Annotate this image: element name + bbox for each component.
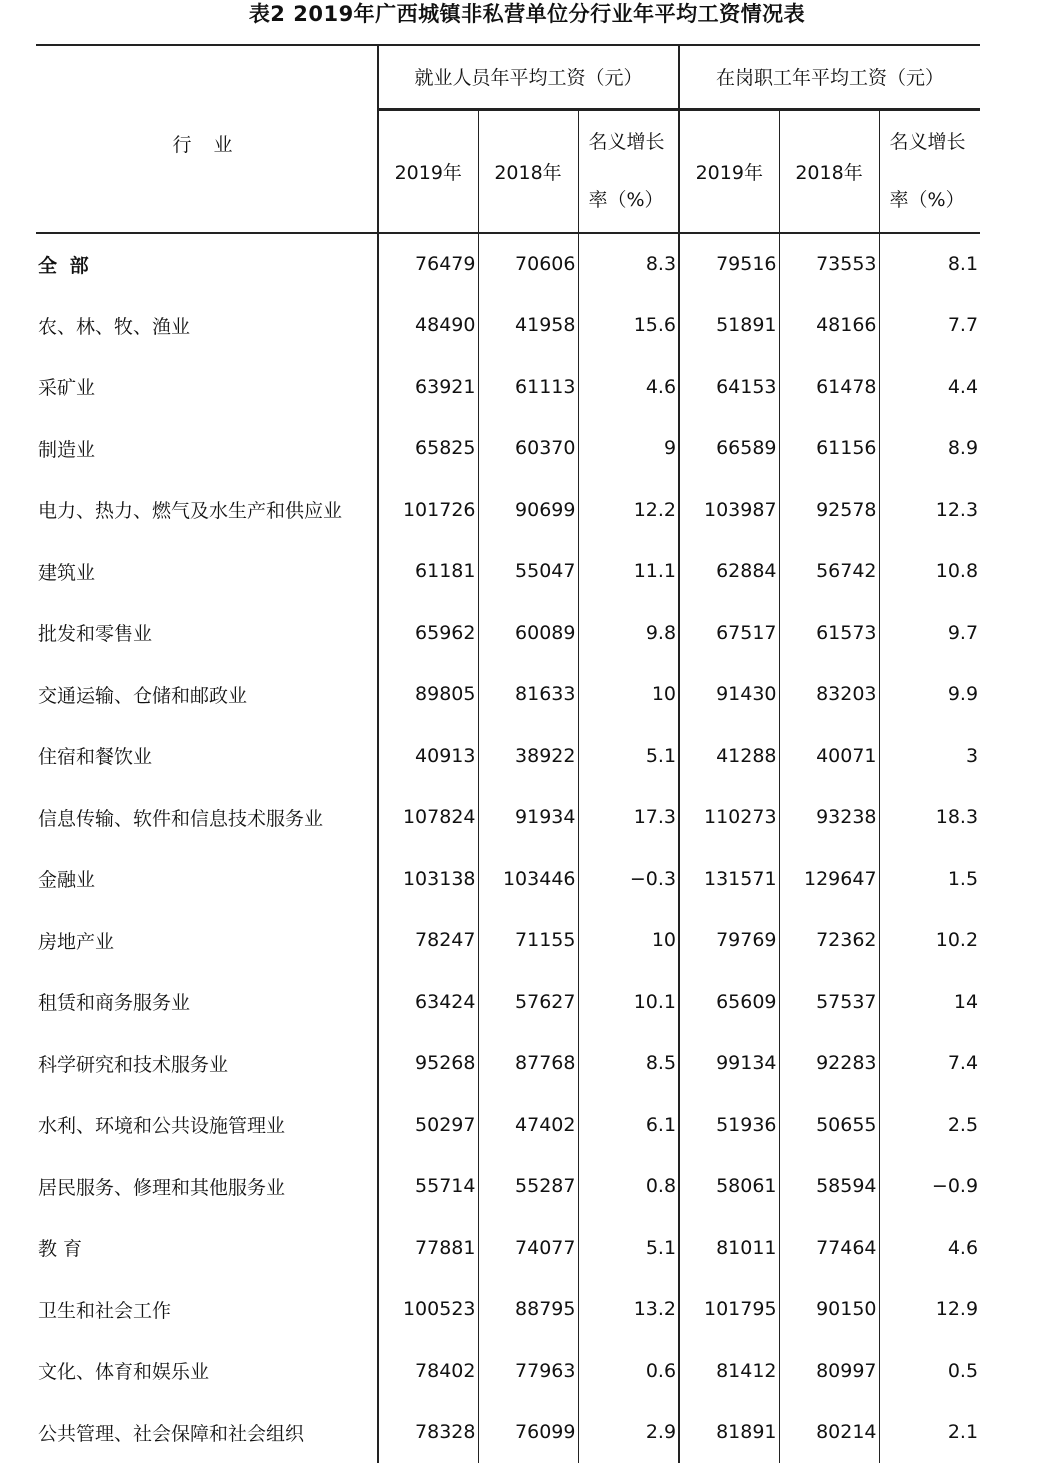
employed-2019-cell: 78402	[378, 1340, 478, 1402]
on-post-2019-cell: 81891	[679, 1402, 779, 1463]
on-post-2018-cell: 57537	[779, 971, 879, 1033]
on-post-2018-cell: 58594	[779, 1156, 879, 1218]
on-post-2018-cell: 93238	[779, 787, 879, 849]
employed-rate-cell: 5.1	[578, 1217, 679, 1279]
employed-2019-cell: 89805	[378, 664, 478, 726]
employed-rate-cell: 5.1	[578, 725, 679, 787]
on-post-2018-cell: 40071	[779, 725, 879, 787]
employed-2018-cell: 70606	[478, 233, 578, 295]
on-post-rate-cell: 3	[879, 725, 980, 787]
employed-2019-cell: 100523	[378, 1279, 478, 1341]
on-post-rate-cell: 7.7	[879, 295, 980, 357]
employed-rate-cell: 8.3	[578, 233, 679, 295]
employed-rate-cell: 15.6	[578, 295, 679, 357]
on-post-2018-cell: 72362	[779, 910, 879, 972]
employed-rate-cell: 9	[578, 418, 679, 480]
on-post-2018-cell: 48166	[779, 295, 879, 357]
employed-2018-cell: 103446	[478, 848, 578, 910]
employed-rate-cell: 9.8	[578, 602, 679, 664]
table-row	[36, 910, 980, 972]
rate-label-line2: 率（%）	[890, 171, 980, 229]
group-header-employed: 就业人员年平均工资（元）	[378, 45, 679, 109]
industry-cell: 科学研究和技术服务业	[36, 1033, 378, 1095]
employed-2019-cell: 65962	[378, 602, 478, 664]
on-post-2019-cell: 62884	[679, 541, 779, 603]
on-post-rate-cell: 12.9	[879, 1279, 980, 1341]
on-post-2019-cell: 103987	[679, 479, 779, 541]
on-post-rate-cell: 14	[879, 971, 980, 1033]
employed-2018-cell: 55047	[478, 541, 578, 603]
on-post-2019-cell: 110273	[679, 787, 779, 849]
on-post-2019-cell: 51936	[679, 1094, 779, 1156]
on-post-2018-cell: 90150	[779, 1279, 879, 1341]
employed-2019-cell: 76479	[378, 233, 478, 295]
on-post-2018-cell: 80997	[779, 1340, 879, 1402]
employed-2019-cell: 77881	[378, 1217, 478, 1279]
employed-2019-cell: 61181	[378, 541, 478, 603]
employed-rate-cell: −0.3	[578, 848, 679, 910]
on-post-rate-cell: 2.1	[879, 1402, 980, 1463]
industry-cell: 制造业	[36, 418, 378, 480]
rate-label-line1: 名义增长	[890, 113, 980, 171]
on-post-rate-cell: 4.4	[879, 356, 980, 418]
employed-rate-cell: 10.1	[578, 971, 679, 1033]
on-post-2019-cell: 51891	[679, 295, 779, 357]
on-post-rate-cell: 1.5	[879, 848, 980, 910]
employed-rate-cell: 4.6	[578, 356, 679, 418]
table-row	[36, 1156, 980, 1218]
employed-2018-cell: 55287	[478, 1156, 578, 1218]
industry-cell: 居民服务、修理和其他服务业	[36, 1156, 378, 1218]
table-row	[36, 1033, 980, 1095]
wage-table	[36, 44, 980, 1463]
employed-2018-cell: 87768	[478, 1033, 578, 1095]
employed-2018-header: 2018年	[478, 109, 578, 233]
table-row	[36, 356, 980, 418]
header-row-groups	[36, 45, 980, 109]
industry-cell: 全 部	[36, 233, 378, 295]
employed-2019-cell: 55714	[378, 1156, 478, 1218]
on-post-2019-header: 2019年	[679, 109, 779, 233]
employed-2019-cell: 103138	[378, 848, 478, 910]
table-body	[36, 233, 980, 1463]
table-row	[36, 418, 980, 480]
table-row	[36, 971, 980, 1033]
rate-label-line1: 名义增长	[589, 113, 678, 171]
table-row	[36, 664, 980, 726]
employed-2018-cell: 47402	[478, 1094, 578, 1156]
on-post-rate-cell: 8.1	[879, 233, 980, 295]
employed-2019-header: 2019年	[378, 109, 478, 233]
on-post-rate-cell: 9.7	[879, 602, 980, 664]
industry-header: 行 业	[36, 45, 378, 233]
employed-2018-cell: 41958	[478, 295, 578, 357]
employed-rate-cell: 8.5	[578, 1033, 679, 1095]
table-row	[36, 602, 980, 664]
table-row	[36, 541, 980, 603]
industry-cell: 文化、体育和娱乐业	[36, 1340, 378, 1402]
employed-2019-cell: 63921	[378, 356, 478, 418]
table-row	[36, 725, 980, 787]
employed-2018-cell: 71155	[478, 910, 578, 972]
industry-cell: 信息传输、软件和信息技术服务业	[36, 787, 378, 849]
on-post-rate-cell: 2.5	[879, 1094, 980, 1156]
employed-2018-cell: 88795	[478, 1279, 578, 1341]
industry-cell: 建筑业	[36, 541, 378, 603]
on-post-rate-cell: 10.8	[879, 541, 980, 603]
employed-2019-cell: 50297	[378, 1094, 478, 1156]
on-post-2018-cell: 61573	[779, 602, 879, 664]
industry-cell: 租赁和商务服务业	[36, 971, 378, 1033]
on-post-2019-cell: 79516	[679, 233, 779, 295]
employed-2018-cell: 38922	[478, 725, 578, 787]
table-row	[36, 787, 980, 849]
industry-cell: 教 育	[36, 1217, 378, 1279]
on-post-rate-cell: −0.9	[879, 1156, 980, 1218]
on-post-2018-cell: 83203	[779, 664, 879, 726]
employed-rate-cell: 17.3	[578, 787, 679, 849]
on-post-2018-cell: 56742	[779, 541, 879, 603]
employed-2019-cell: 48490	[378, 295, 478, 357]
on-post-2019-cell: 79769	[679, 910, 779, 972]
employed-2019-cell: 101726	[378, 479, 478, 541]
rate-label-line2: 率（%）	[589, 171, 678, 229]
on-post-2019-cell: 67517	[679, 602, 779, 664]
on-post-rate-cell: 0.5	[879, 1340, 980, 1402]
industry-cell: 金融业	[36, 848, 378, 910]
on-post-rate-cell: 4.6	[879, 1217, 980, 1279]
employed-2019-cell: 65825	[378, 418, 478, 480]
industry-cell: 水利、环境和公共设施管理业	[36, 1094, 378, 1156]
on-post-2018-header: 2018年	[779, 109, 879, 233]
on-post-2018-cell: 92578	[779, 479, 879, 541]
table-row	[36, 1340, 980, 1402]
table-row	[36, 1217, 980, 1279]
employed-rate-cell: 0.8	[578, 1156, 679, 1218]
on-post-2019-cell: 65609	[679, 971, 779, 1033]
employed-2019-cell: 95268	[378, 1033, 478, 1095]
table-row	[36, 295, 980, 357]
on-post-2018-cell: 50655	[779, 1094, 879, 1156]
on-post-2019-cell: 99134	[679, 1033, 779, 1095]
employed-2019-cell: 63424	[378, 971, 478, 1033]
employed-rate-cell: 2.9	[578, 1402, 679, 1463]
employed-rate-cell: 11.1	[578, 541, 679, 603]
employed-rate-header	[578, 109, 679, 233]
on-post-rate-cell: 10.2	[879, 910, 980, 972]
table-row	[36, 1402, 980, 1463]
on-post-2018-cell: 80214	[779, 1402, 879, 1463]
on-post-rate-cell: 9.9	[879, 664, 980, 726]
on-post-2019-cell: 41288	[679, 725, 779, 787]
table-row	[36, 233, 980, 295]
on-post-2018-cell: 73553	[779, 233, 879, 295]
industry-cell: 卫生和社会工作	[36, 1279, 378, 1341]
employed-2018-cell: 91934	[478, 787, 578, 849]
employed-rate-cell: 10	[578, 910, 679, 972]
industry-cell: 采矿业	[36, 356, 378, 418]
on-post-rate-cell: 7.4	[879, 1033, 980, 1095]
employed-2018-cell: 90699	[478, 479, 578, 541]
on-post-2018-cell: 61478	[779, 356, 879, 418]
industry-cell: 房地产业	[36, 910, 378, 972]
on-post-2018-cell: 129647	[779, 848, 879, 910]
on-post-2019-cell: 81412	[679, 1340, 779, 1402]
table-title: 表2 2019年广西城镇非私营单位分行业年平均工资情况表	[0, 0, 1054, 30]
employed-2018-cell: 81633	[478, 664, 578, 726]
industry-cell: 住宿和餐饮业	[36, 725, 378, 787]
table-row	[36, 1094, 980, 1156]
on-post-2019-cell: 101795	[679, 1279, 779, 1341]
on-post-2019-cell: 91430	[679, 664, 779, 726]
on-post-2019-cell: 58061	[679, 1156, 779, 1218]
on-post-2019-cell: 131571	[679, 848, 779, 910]
on-post-2019-cell: 64153	[679, 356, 779, 418]
employed-rate-cell: 10	[578, 664, 679, 726]
on-post-2018-cell: 77464	[779, 1217, 879, 1279]
industry-cell: 电力、热力、燃气及水生产和供应业	[36, 479, 378, 541]
employed-2018-cell: 60370	[478, 418, 578, 480]
on-post-2018-cell: 61156	[779, 418, 879, 480]
on-post-rate-cell: 12.3	[879, 479, 980, 541]
employed-2018-cell: 77963	[478, 1340, 578, 1402]
employed-2018-cell: 74077	[478, 1217, 578, 1279]
employed-rate-cell: 0.6	[578, 1340, 679, 1402]
employed-2019-cell: 40913	[378, 725, 478, 787]
employed-2018-cell: 76099	[478, 1402, 578, 1463]
industry-cell: 批发和零售业	[36, 602, 378, 664]
group-header-on-post: 在岗职工年平均工资（元）	[679, 45, 980, 109]
employed-rate-cell: 6.1	[578, 1094, 679, 1156]
employed-2019-cell: 107824	[378, 787, 478, 849]
industry-cell: 交通运输、仓储和邮政业	[36, 664, 378, 726]
table-row	[36, 479, 980, 541]
on-post-rate-cell: 8.9	[879, 418, 980, 480]
employed-2019-cell: 78328	[378, 1402, 478, 1463]
on-post-2018-cell: 92283	[779, 1033, 879, 1095]
employed-2019-cell: 78247	[378, 910, 478, 972]
table-row	[36, 848, 980, 910]
employed-2018-cell: 61113	[478, 356, 578, 418]
industry-cell: 公共管理、社会保障和社会组织	[36, 1402, 378, 1463]
table-row	[36, 1279, 980, 1341]
on-post-2019-cell: 66589	[679, 418, 779, 480]
employed-2018-cell: 60089	[478, 602, 578, 664]
industry-cell: 农、林、牧、渔业	[36, 295, 378, 357]
employed-2018-cell: 57627	[478, 971, 578, 1033]
employed-rate-cell: 13.2	[578, 1279, 679, 1341]
employed-rate-cell: 12.2	[578, 479, 679, 541]
on-post-2019-cell: 81011	[679, 1217, 779, 1279]
on-post-rate-cell: 18.3	[879, 787, 980, 849]
on-post-rate-header	[879, 109, 980, 233]
